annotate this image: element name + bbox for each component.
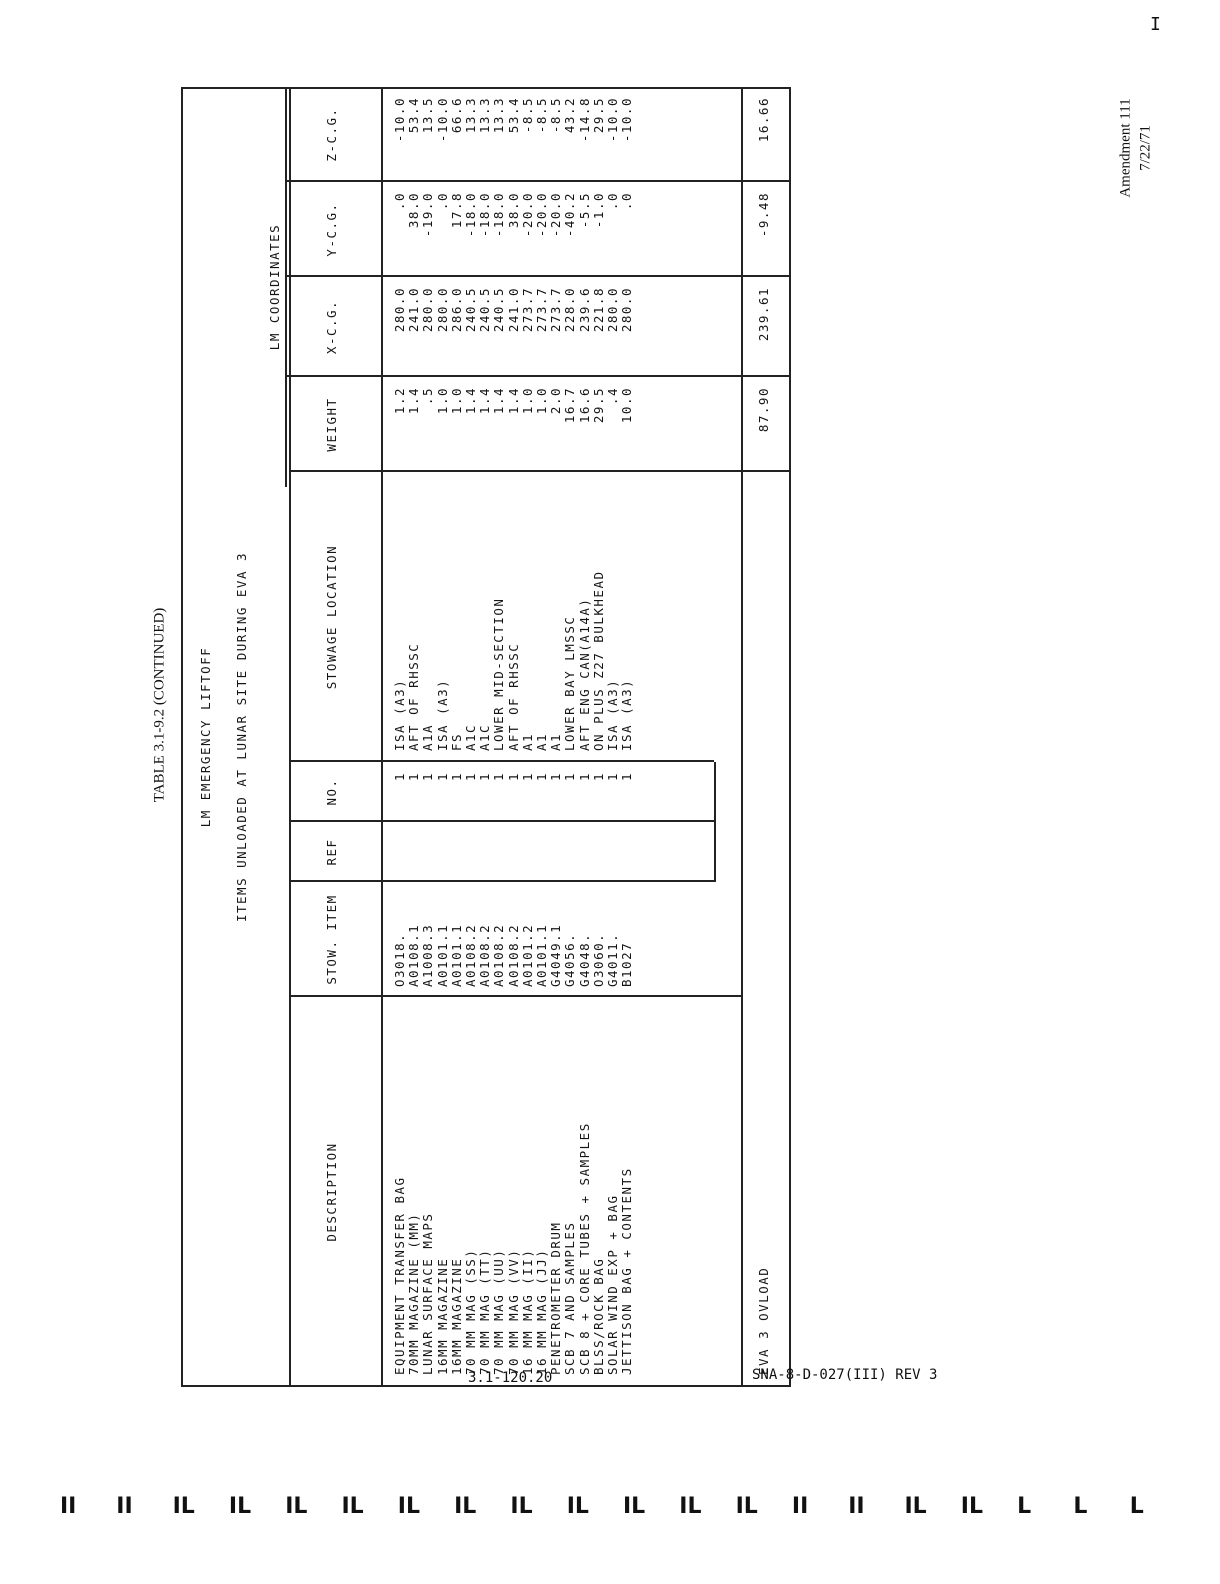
row-z-cg: -8.5 <box>548 97 564 134</box>
row-description: PENETROMETER DRUM <box>548 1221 564 1375</box>
row-weight: 1.4 <box>491 387 507 415</box>
row-no: 1 <box>420 772 436 782</box>
row-weight: 1.2 <box>392 387 407 415</box>
row-weight: 1.0 <box>448 387 464 415</box>
row-stowage-location: A1 <box>519 732 535 751</box>
registration-mark: IL <box>172 1494 195 1519</box>
col-header-z-cg: Z-C.G. <box>323 107 339 162</box>
row-stowage-location: AFT OF RHSSC <box>505 642 521 751</box>
row-weight: .5 <box>420 387 436 406</box>
row-x-cg: 221.8 <box>590 287 606 333</box>
row-no: 1 <box>491 772 507 782</box>
row-z-cg: -10.0 <box>434 97 450 143</box>
row-stowage-location: A1C <box>463 723 478 751</box>
stowage-table <box>181 87 791 1387</box>
total-x-cg: 239.61 <box>756 287 771 342</box>
row-no: 1 <box>448 772 464 782</box>
registration-mark: L <box>1129 1494 1144 1519</box>
row-weight: 2.0 <box>548 387 564 415</box>
registration-mark: IL <box>960 1494 984 1519</box>
row-stow-item: A1008.3 <box>420 923 436 987</box>
row-no: 1 <box>463 772 478 782</box>
row-y-cg: -1.0 <box>590 192 606 229</box>
row-z-cg: -8.5 <box>534 97 549 134</box>
row-stow-item: B1027 <box>619 941 635 987</box>
row-weight: 16.6 <box>576 387 592 424</box>
row-weight: 1.4 <box>505 387 521 415</box>
row-description: SCB 7 AND SAMPLES <box>562 1221 578 1375</box>
row-stowage-location: A1C <box>477 723 493 751</box>
registration-mark: L <box>1073 1494 1088 1519</box>
ref-no-box-bottom <box>714 762 716 882</box>
row-x-cg: 273.7 <box>519 287 535 333</box>
row-no: 1 <box>562 772 578 782</box>
row-stow-item: G4011. <box>605 932 620 987</box>
row-stow-item: A0101.2 <box>519 923 535 987</box>
row-no: 1 <box>477 772 493 782</box>
registration-mark: IL <box>454 1494 477 1519</box>
row-description: BLSS/ROCK BAG <box>590 1257 606 1375</box>
row-x-cg: 280.0 <box>392 287 407 333</box>
row-stow-item: A0101.1 <box>434 923 450 987</box>
row-y-cg: -18.0 <box>463 192 478 238</box>
row-z-cg: 29.5 <box>590 97 606 134</box>
row-description: JETTISON BAG + CONTENTS <box>619 1167 635 1375</box>
table-container <box>181 87 791 1387</box>
row-y-cg: -20.0 <box>548 192 564 238</box>
row-x-cg: 228.0 <box>562 287 578 333</box>
row-stowage-location: ISA (A3) <box>392 678 407 751</box>
row-stowage-location: LOWER BAY LMSSC <box>562 615 578 751</box>
col-header-description: DESCRIPTION <box>323 1142 339 1242</box>
row-no: 1 <box>519 772 535 782</box>
row-stowage-location: ISA (A3) <box>619 678 635 751</box>
row-y-cg: -20.0 <box>519 192 535 238</box>
row-stowage-location: A1A <box>420 723 436 751</box>
row-stowage-location: AFT OF RHSSC <box>406 642 422 751</box>
row-y-cg: 38.0 <box>406 192 422 229</box>
col-header-y-cg: Y-C.G. <box>323 202 339 257</box>
row-description: 70 MM MAG (VV) <box>505 1248 521 1375</box>
coordinates-divider <box>285 87 287 487</box>
row-no: 1 <box>548 772 564 782</box>
row-y-cg: -18.0 <box>491 192 507 238</box>
header-divider <box>381 87 383 1387</box>
col-header-weight: WEIGHT <box>323 397 339 452</box>
col-header-ref: REF <box>323 838 339 866</box>
row-weight: 1.4 <box>406 387 422 415</box>
row-description: 70MM MAGAZINE (MM) <box>406 1212 422 1375</box>
row-weight: .4 <box>605 387 620 406</box>
col-header-x-cg: X-C.G. <box>323 299 339 355</box>
registration-mark: IL <box>735 1494 758 1519</box>
amendment-line1: Amendment 111 <box>1117 98 1134 198</box>
row-x-cg: 239.6 <box>576 287 592 333</box>
row-y-cg: -19.0 <box>420 192 436 238</box>
row-y-cg: -20.0 <box>534 192 549 238</box>
row-weight: 1.4 <box>463 387 478 415</box>
row-x-cg: 240.5 <box>477 287 493 333</box>
row-stowage-location: ISA (A3) <box>605 678 620 751</box>
row-z-cg: -10.0 <box>392 97 407 143</box>
corner-mark: I <box>1150 14 1161 35</box>
registration-mark: II <box>116 1494 133 1519</box>
row-z-cg: -14.8 <box>576 97 592 143</box>
row-z-cg: -10.0 <box>619 97 635 143</box>
row-stow-item: A0101.1 <box>534 923 549 987</box>
row-y-cg: .0 <box>605 192 620 211</box>
row-stow-item: O3060. <box>590 932 606 987</box>
row-z-cg: 43.2 <box>562 97 578 134</box>
row-no: 1 <box>505 772 521 782</box>
amendment-line2: 7/22/71 <box>1137 125 1154 171</box>
row-no: 1 <box>590 772 606 782</box>
row-weight: 16.7 <box>562 387 578 424</box>
row-x-cg: 286.0 <box>448 287 464 333</box>
row-z-cg: 13.3 <box>491 97 507 134</box>
row-x-cg: 240.5 <box>491 287 507 333</box>
row-description: LUNAR SURFACE MAPS <box>420 1212 436 1375</box>
row-stow-item: A0101.1 <box>448 923 464 987</box>
row-y-cg: .0 <box>392 192 407 211</box>
registration-mark: II <box>848 1494 865 1519</box>
row-x-cg: 280.0 <box>619 287 635 333</box>
col-line <box>289 880 714 882</box>
col-header-stow-item: STOW. ITEM <box>323 894 339 985</box>
row-stow-item: A0108.2 <box>491 923 507 987</box>
row-description: SCB 8 + CORE TUBES + SAMPLES <box>576 1122 592 1375</box>
registration-mark: IL <box>566 1494 589 1519</box>
row-stowage-location: ON PLUS Z27 BULKHEAD <box>590 570 606 751</box>
table-title: LM EMERGENCY LIFTOFF <box>197 646 213 828</box>
row-y-cg: -5.5 <box>576 192 592 229</box>
row-stowage-location: ISA (A3) <box>434 678 450 751</box>
row-description: 70 MM MAG (TT) <box>477 1248 493 1375</box>
row-x-cg: 280.0 <box>434 287 450 333</box>
row-x-cg: 280.0 <box>420 287 436 333</box>
row-weight: 1.0 <box>534 387 549 415</box>
col-header-no: NO. <box>323 778 339 806</box>
row-no: 1 <box>534 772 549 782</box>
row-stowage-location: LOWER MID-SECTION <box>491 597 507 751</box>
row-description: 70 MM MAG (UU) <box>491 1248 507 1375</box>
row-stow-item: G4049.1 <box>548 923 564 987</box>
row-description: SOLAR WIND EXP + BAG <box>605 1194 620 1375</box>
row-x-cg: 280.0 <box>605 287 620 333</box>
registration-mark: L <box>1017 1494 1032 1519</box>
registration-mark: IL <box>228 1494 252 1519</box>
row-z-cg: 53.4 <box>406 97 422 134</box>
row-stowage-location: AFT ENG CAN(A14A) <box>576 597 592 751</box>
row-description: 16MM MAGAZINE <box>434 1257 450 1375</box>
total-divider <box>741 87 743 1387</box>
registration-mark: IL <box>397 1494 421 1519</box>
registration-mark: IL <box>510 1494 533 1519</box>
row-y-cg: 17.8 <box>448 192 464 229</box>
row-stow-item: A0108.1 <box>406 923 422 987</box>
col-line <box>289 760 714 762</box>
row-x-cg: 241.0 <box>406 287 422 333</box>
document-id: SNA-8-D-027(III) REV 3 <box>752 1367 938 1383</box>
row-description: 16 MM MAG (JJ) <box>534 1248 549 1375</box>
row-z-cg: 13.5 <box>420 97 436 134</box>
row-stow-item: A0108.2 <box>477 923 493 987</box>
row-weight: 1.4 <box>477 387 493 415</box>
row-stowage-location: A1 <box>534 732 549 751</box>
row-z-cg: 66.6 <box>448 97 464 134</box>
row-description: EQUIPMENT TRANSFER BAG <box>392 1176 407 1375</box>
row-stow-item: A0108.2 <box>505 923 521 987</box>
registration-mark: II <box>60 1494 77 1519</box>
table-subtitle: ITEMS UNLOADED AT LUNAR SITE DURING EVA 3 <box>233 551 249 923</box>
row-stowage-location: FS <box>448 732 464 751</box>
registration-mark: IL <box>679 1494 702 1519</box>
row-z-cg: 53.4 <box>505 97 521 134</box>
row-weight: 1.0 <box>434 387 450 415</box>
row-y-cg: .0 <box>619 192 635 211</box>
col-header-stowage-location: STOWAGE LOCATION <box>323 544 339 690</box>
row-description: 16MM MAGAZINE <box>448 1257 464 1375</box>
row-stow-item: O3018. <box>392 932 407 987</box>
row-z-cg: 13.3 <box>463 97 478 134</box>
row-y-cg: .0 <box>434 192 450 211</box>
row-stowage-location: A1 <box>548 732 564 751</box>
title-divider <box>289 87 291 1387</box>
lm-coordinates-header: LM COORDINATES <box>266 223 282 351</box>
row-stow-item: A0108.2 <box>463 923 478 987</box>
row-description: 16 MM MAG (II) <box>519 1248 535 1375</box>
row-no: 1 <box>434 772 450 782</box>
row-z-cg: -8.5 <box>519 97 535 134</box>
row-no: 1 <box>392 772 407 782</box>
row-weight: 1.0 <box>519 387 535 415</box>
row-no: 1 <box>576 772 592 782</box>
row-stow-item: G4056. <box>562 932 578 987</box>
row-stow-item: G4048. <box>576 932 592 987</box>
row-no: 1 <box>406 772 422 782</box>
registration-mark: IL <box>623 1494 646 1519</box>
row-no: 1 <box>605 772 620 782</box>
row-weight: 10.0 <box>619 387 635 424</box>
registration-mark: IL <box>285 1494 308 1519</box>
total-weight: 87.90 <box>756 387 771 433</box>
row-z-cg: 13.3 <box>477 97 493 134</box>
total-y-cg: -9.48 <box>756 192 771 238</box>
row-x-cg: 273.7 <box>548 287 564 333</box>
row-x-cg: 273.7 <box>534 287 549 333</box>
registration-mark: IL <box>904 1494 927 1519</box>
row-y-cg: -40.2 <box>562 192 578 238</box>
col-line <box>289 995 741 997</box>
row-description: 70 MM MAG (SS) <box>463 1248 478 1375</box>
row-weight: 29.5 <box>590 387 606 424</box>
table-caption: TABLE 3.1-9.2 (CONTINUED) <box>151 607 168 803</box>
row-no: 1 <box>619 772 635 782</box>
registration-mark: II <box>791 1494 809 1519</box>
total-label: EVA 3 OVLOAD <box>756 1266 771 1375</box>
row-y-cg: -18.0 <box>477 192 493 238</box>
row-x-cg: 241.0 <box>505 287 521 333</box>
page-number: 3.1-120.20 <box>468 1370 553 1386</box>
registration-mark: IL <box>341 1494 364 1519</box>
row-y-cg: 38.0 <box>505 192 521 229</box>
row-x-cg: 240.5 <box>463 287 478 333</box>
row-z-cg: -10.0 <box>605 97 620 143</box>
total-z-cg: 16.66 <box>756 97 771 143</box>
